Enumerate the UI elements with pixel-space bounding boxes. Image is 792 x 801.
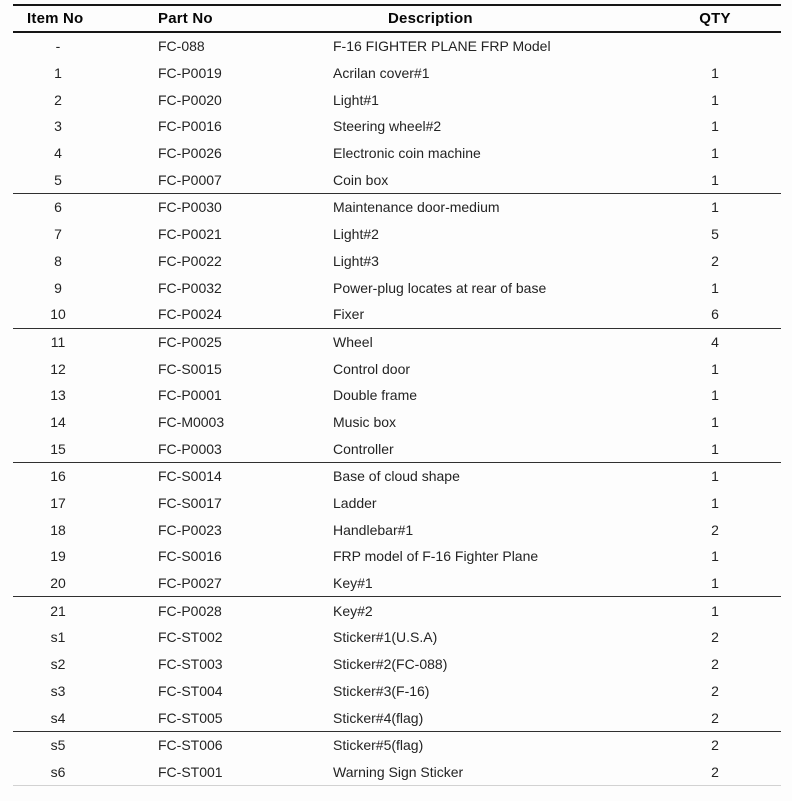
cell-qty: 1 [711,91,719,108]
cell-part-no: FC-P0019 [158,65,222,82]
cell-description: Wheel [333,333,373,350]
table-row [13,355,781,382]
table-section [13,732,781,786]
table-section [13,329,781,463]
cell-qty: 2 [711,252,719,269]
cell-qty: 1 [711,602,719,619]
cell-item-no: s2 [50,656,66,673]
table-row [13,274,781,301]
cell-item-no: 9 [54,279,62,296]
cell-description: Light#3 [333,252,379,269]
table-row [13,329,781,356]
table-row [13,33,781,60]
cell-description: Key#1 [333,575,373,592]
cell-item-no: 19 [50,548,66,565]
cell-description: F-16 FIGHTER PLANE FRP Model [333,38,551,55]
cell-item-no: 13 [50,387,66,404]
cell-description: Key#2 [333,602,373,619]
cell-part-no: FC-088 [158,38,205,55]
cell-item-no: 3 [54,118,62,135]
cell-part-no: FC-ST004 [158,682,223,699]
cell-qty: 1 [711,171,719,188]
table-row [13,543,781,570]
cell-part-no: FC-ST005 [158,709,223,726]
cell-description: Double frame [333,387,418,404]
table-row [13,759,781,786]
parts-table [13,4,781,786]
cell-item-no: 7 [54,226,62,243]
cell-description: Power-plug locates at rear of base [333,279,547,296]
cell-description: FRP model of F-16 Fighter Plane [333,548,539,565]
cell-part-no: FC-P0016 [158,118,222,135]
cell-description: Light#1 [333,91,379,108]
cell-part-no: FC-P0030 [158,199,222,216]
cell-description: Sticker#1(U.S.A) [333,629,438,646]
cell-qty: 2 [711,737,719,754]
cell-description: Control door [333,360,411,377]
cell-description: Acrilan cover#1 [333,65,430,82]
cell-qty: 1 [711,279,719,296]
cell-part-no: FC-ST006 [158,737,223,754]
cell-description: Ladder [333,495,377,512]
cell-item-no: 10 [50,306,66,323]
cell-part-no: FC-P0026 [158,145,222,162]
cell-part-no: FC-P0025 [158,333,222,350]
cell-description: Controller [333,440,394,457]
table-section [13,597,781,731]
cell-item-no: 1 [54,65,62,82]
cell-item-no: 4 [54,145,62,162]
header-item-no: Item No [27,10,84,27]
cell-description: Steering wheel#2 [333,118,442,135]
table-section [13,33,781,194]
cell-qty: 2 [711,709,719,726]
table-row [13,678,781,705]
cell-part-no: FC-P0020 [158,91,222,108]
cell-qty: 2 [711,763,719,780]
cell-part-no: FC-P0024 [158,306,222,323]
cell-qty: 6 [711,306,719,323]
cell-description: Maintenance door-medium [333,199,500,216]
cell-item-no: 2 [54,91,62,108]
cell-part-no: FC-ST001 [158,763,223,780]
cell-qty: 1 [711,548,719,565]
cell-item-no: 6 [54,199,62,216]
cell-item-no: 20 [50,575,66,592]
cell-description: Sticker#4(flag) [333,709,424,726]
cell-qty: 1 [711,440,719,457]
table-section [13,194,781,328]
cell-qty: 1 [711,145,719,162]
cell-item-no: 12 [50,360,66,377]
cell-item-no: 8 [54,252,62,269]
table-row [13,651,781,678]
cell-part-no: FC-P0028 [158,602,222,619]
cell-qty: 1 [711,468,719,485]
cell-item-no: s6 [50,763,66,780]
cell-part-no: FC-P0021 [158,226,222,243]
cell-qty: 1 [711,413,719,430]
cell-part-no: FC-ST003 [158,656,223,673]
cell-item-no: 5 [54,171,62,188]
cell-item-no: 15 [50,440,66,457]
table-row [13,301,781,328]
table-row [13,704,781,731]
table-row [13,435,781,462]
cell-item-no: s3 [50,682,66,699]
table-body [13,33,781,786]
cell-qty: 2 [711,656,719,673]
cell-item-no: 18 [50,521,66,538]
table-row [13,86,781,113]
cell-qty: 5 [711,226,719,243]
cell-item-no: s5 [50,737,66,754]
table-row [13,60,781,87]
cell-description: Coin box [333,171,389,188]
table-row [13,624,781,651]
table-row [13,463,781,490]
cell-qty: 1 [711,387,719,404]
table-row [13,140,781,167]
table-row [13,570,781,597]
cell-qty: 2 [711,629,719,646]
cell-description: Sticker#3(F-16) [333,682,430,699]
table-row [13,732,781,759]
table-row [13,194,781,221]
cell-item-no: s4 [50,709,66,726]
header-description: Description [388,10,473,27]
table-row [13,490,781,517]
cell-part-no: FC-P0027 [158,575,222,592]
cell-description: Sticker#2(FC-088) [333,656,448,673]
header-part-no: Part No [158,10,213,27]
cell-qty: 1 [711,575,719,592]
table-header [13,4,781,33]
cell-qty: 1 [711,360,719,377]
table-row [13,166,781,193]
cell-part-no: FC-ST002 [158,629,223,646]
table-row [13,113,781,140]
cell-item-no: 14 [50,413,66,430]
cell-item-no: 17 [50,495,66,512]
cell-qty: 2 [711,521,719,538]
cell-qty: 1 [711,199,719,216]
table-row [13,221,781,248]
cell-item-no: 16 [50,468,66,485]
cell-qty: 4 [711,333,719,350]
table-section [13,463,781,597]
cell-part-no: FC-S0017 [158,495,222,512]
table-row [13,516,781,543]
cell-qty: 2 [711,682,719,699]
cell-description: Music box [333,413,397,430]
cell-item-no: s1 [50,629,66,646]
cell-qty: 1 [711,118,719,135]
table-row [13,597,781,624]
cell-part-no: FC-S0016 [158,548,222,565]
cell-description: Base of cloud shape [333,468,460,485]
cell-qty: 1 [711,65,719,82]
cell-item-no: 21 [50,602,66,619]
table-row [13,382,781,409]
cell-description: Handlebar#1 [333,521,414,538]
cell-part-no: FC-P0003 [158,440,222,457]
cell-part-no: FC-P0032 [158,279,222,296]
table-row [13,409,781,436]
cell-part-no: FC-P0022 [158,252,222,269]
cell-description: Sticker#5(flag) [333,737,424,754]
header-qty: QTY [699,10,731,27]
cell-part-no: FC-P0007 [158,171,222,188]
cell-part-no: FC-S0015 [158,360,222,377]
cell-item-no: - [55,38,61,55]
cell-description: Electronic coin machine [333,145,481,162]
cell-part-no: FC-M0003 [158,413,225,430]
cell-qty: 1 [711,495,719,512]
table-row [13,248,781,275]
cell-part-no: FC-P0023 [158,521,222,538]
cell-description: Fixer [333,306,365,323]
cell-part-no: FC-S0014 [158,468,222,485]
cell-description: Warning Sign Sticker [333,763,464,780]
cell-item-no: 11 [50,333,66,350]
cell-part-no: FC-P0001 [158,387,222,404]
cell-description: Light#2 [333,226,379,243]
